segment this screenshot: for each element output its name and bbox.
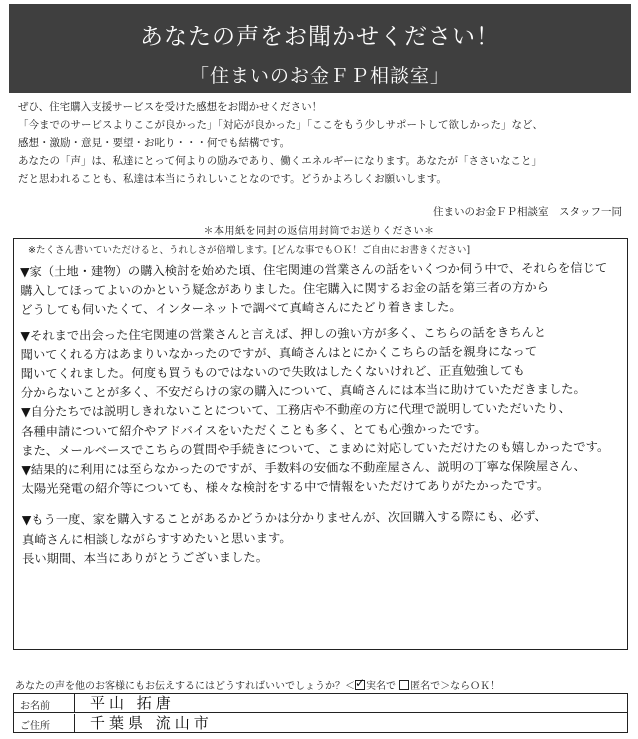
address-row [14, 714, 627, 733]
comment-hint: ※たくさん書いていただけると、うれしさが倍増します。[どんな事でもＯＫ！ご自由にお書きください] [28, 245, 471, 256]
page-title: あなたの声をお聞かせください！ [140, 24, 500, 50]
comment-line: ▼それまで出会った住宅関連の営業さんと言えば、押しの強い方が多く、こちらの話をきちんと [20, 324, 547, 343]
comment-line: どうしても伺いたくて、インターネットで調べて真崎さんにたどり着きました。 [20, 300, 462, 318]
disclosure-question [15, 677, 500, 692]
intro-text [18, 98, 630, 188]
comment-line: ▼もう一度、家を購入することがあるかどうかは分かりませんが、次回購入する際にも、必ず、 [21, 509, 547, 528]
page-subtitle: 「住まいのお金ＦＰ相談室」 [189, 65, 450, 87]
intro-line: 「今までのサービスよりここが良かった」「対応が良かった」「ここをもう少しサポートして欲しかった」など、 [18, 119, 543, 131]
question-text: あなたの声を他のお客様にもお伝えするにはどうすればいいでしょうか？＜ [15, 681, 355, 692]
anonymous-checkbox[interactable] [399, 680, 409, 690]
comment-line: 長い期間、本当にありがとうございました。 [22, 550, 269, 566]
comment-line: 分からないことが多く、不安だらけの家の購入について、真崎さんには本当に助けていただきました。 [20, 382, 586, 401]
comment-line: ▼自分たちでは説明しきれないことについて、工務店や不動産の方に代理で説明していただいたり、 [20, 401, 572, 420]
name-value: 平山 拓唐 [90, 694, 175, 712]
comment-line: ▼結果的に利用には至らなかったのですが、手数料の安価な不動産屋さん、説明の丁寧な保険屋さん、 [21, 459, 586, 478]
real-name-checkbox[interactable] [355, 680, 365, 690]
name-row [14, 694, 627, 713]
address-label: ご住所 [20, 721, 50, 732]
staff-signoff: 住まいのお金ＦＰ相談室 スタッフ一同 [433, 206, 622, 218]
comment-line: 聞いてくれる方はあまりいなかったのですが、真崎さんはとにかくこちらの話を親身になって [20, 344, 538, 362]
real-name-label: 実名で [366, 681, 396, 692]
comment-line: 購入してほってよいのかという疑念がありました。住宅購入に関するお金の話を第三者の方から [20, 280, 550, 299]
comment-line: ▼家（土地・建物）の購入検討を始めた頃、住宅関連の営業さんの話をいくつか伺う中で、それらを信じて [20, 260, 608, 279]
name-label: お名前 [20, 701, 50, 712]
comment-line: また、メールベースでこちらの質問や手続きについて、こまめに対応していただけたのも嬉しかったです。 [21, 439, 610, 458]
comment-line: 太陽光発電の紹介等についても、様々な検討をする中で情報をいただけてありがたかったです。 [21, 478, 550, 497]
address-value: 千葉県 流山市 [90, 714, 213, 732]
intro-line: ぜひ、住宅購入支援サービスを受けた感想をお聞かせください！ [18, 101, 323, 113]
comment-line: 真崎さんに相談しながらすすめたいと思います。 [21, 530, 292, 547]
anonymous-label: 匿名で [410, 681, 441, 692]
customer-info-form [13, 693, 628, 733]
mail-notice: ＊本用紙を同封の返信用封筒でお送りください＊ [203, 226, 435, 237]
intro-line: 感想・激励・意見・要望・お叱り・・・何でも結構です。 [18, 137, 291, 149]
comment-card [13, 238, 628, 650]
comment-line: 聞いてくれました。何度も買うものではないので失敗はしたくないけれど、正直勉強しても [20, 363, 525, 382]
question-suffix: ＞ならＯＫ！ [440, 681, 501, 692]
comment-line: 各種申請について紹介やアドバイスをいただくことも多く、とても心強かったです。 [21, 421, 487, 439]
intro-line: あなたの「声」は、私達にとって何よりの励みであり、働くエネルギーになります。あなたが「ささいなこと」 [18, 155, 542, 167]
handwritten-comment [20, 259, 626, 569]
intro-line: だと思われることも、私達は本当にうれしいことなのです。どうかよろしくお願いします。 [18, 173, 447, 185]
header-banner [9, 4, 631, 93]
